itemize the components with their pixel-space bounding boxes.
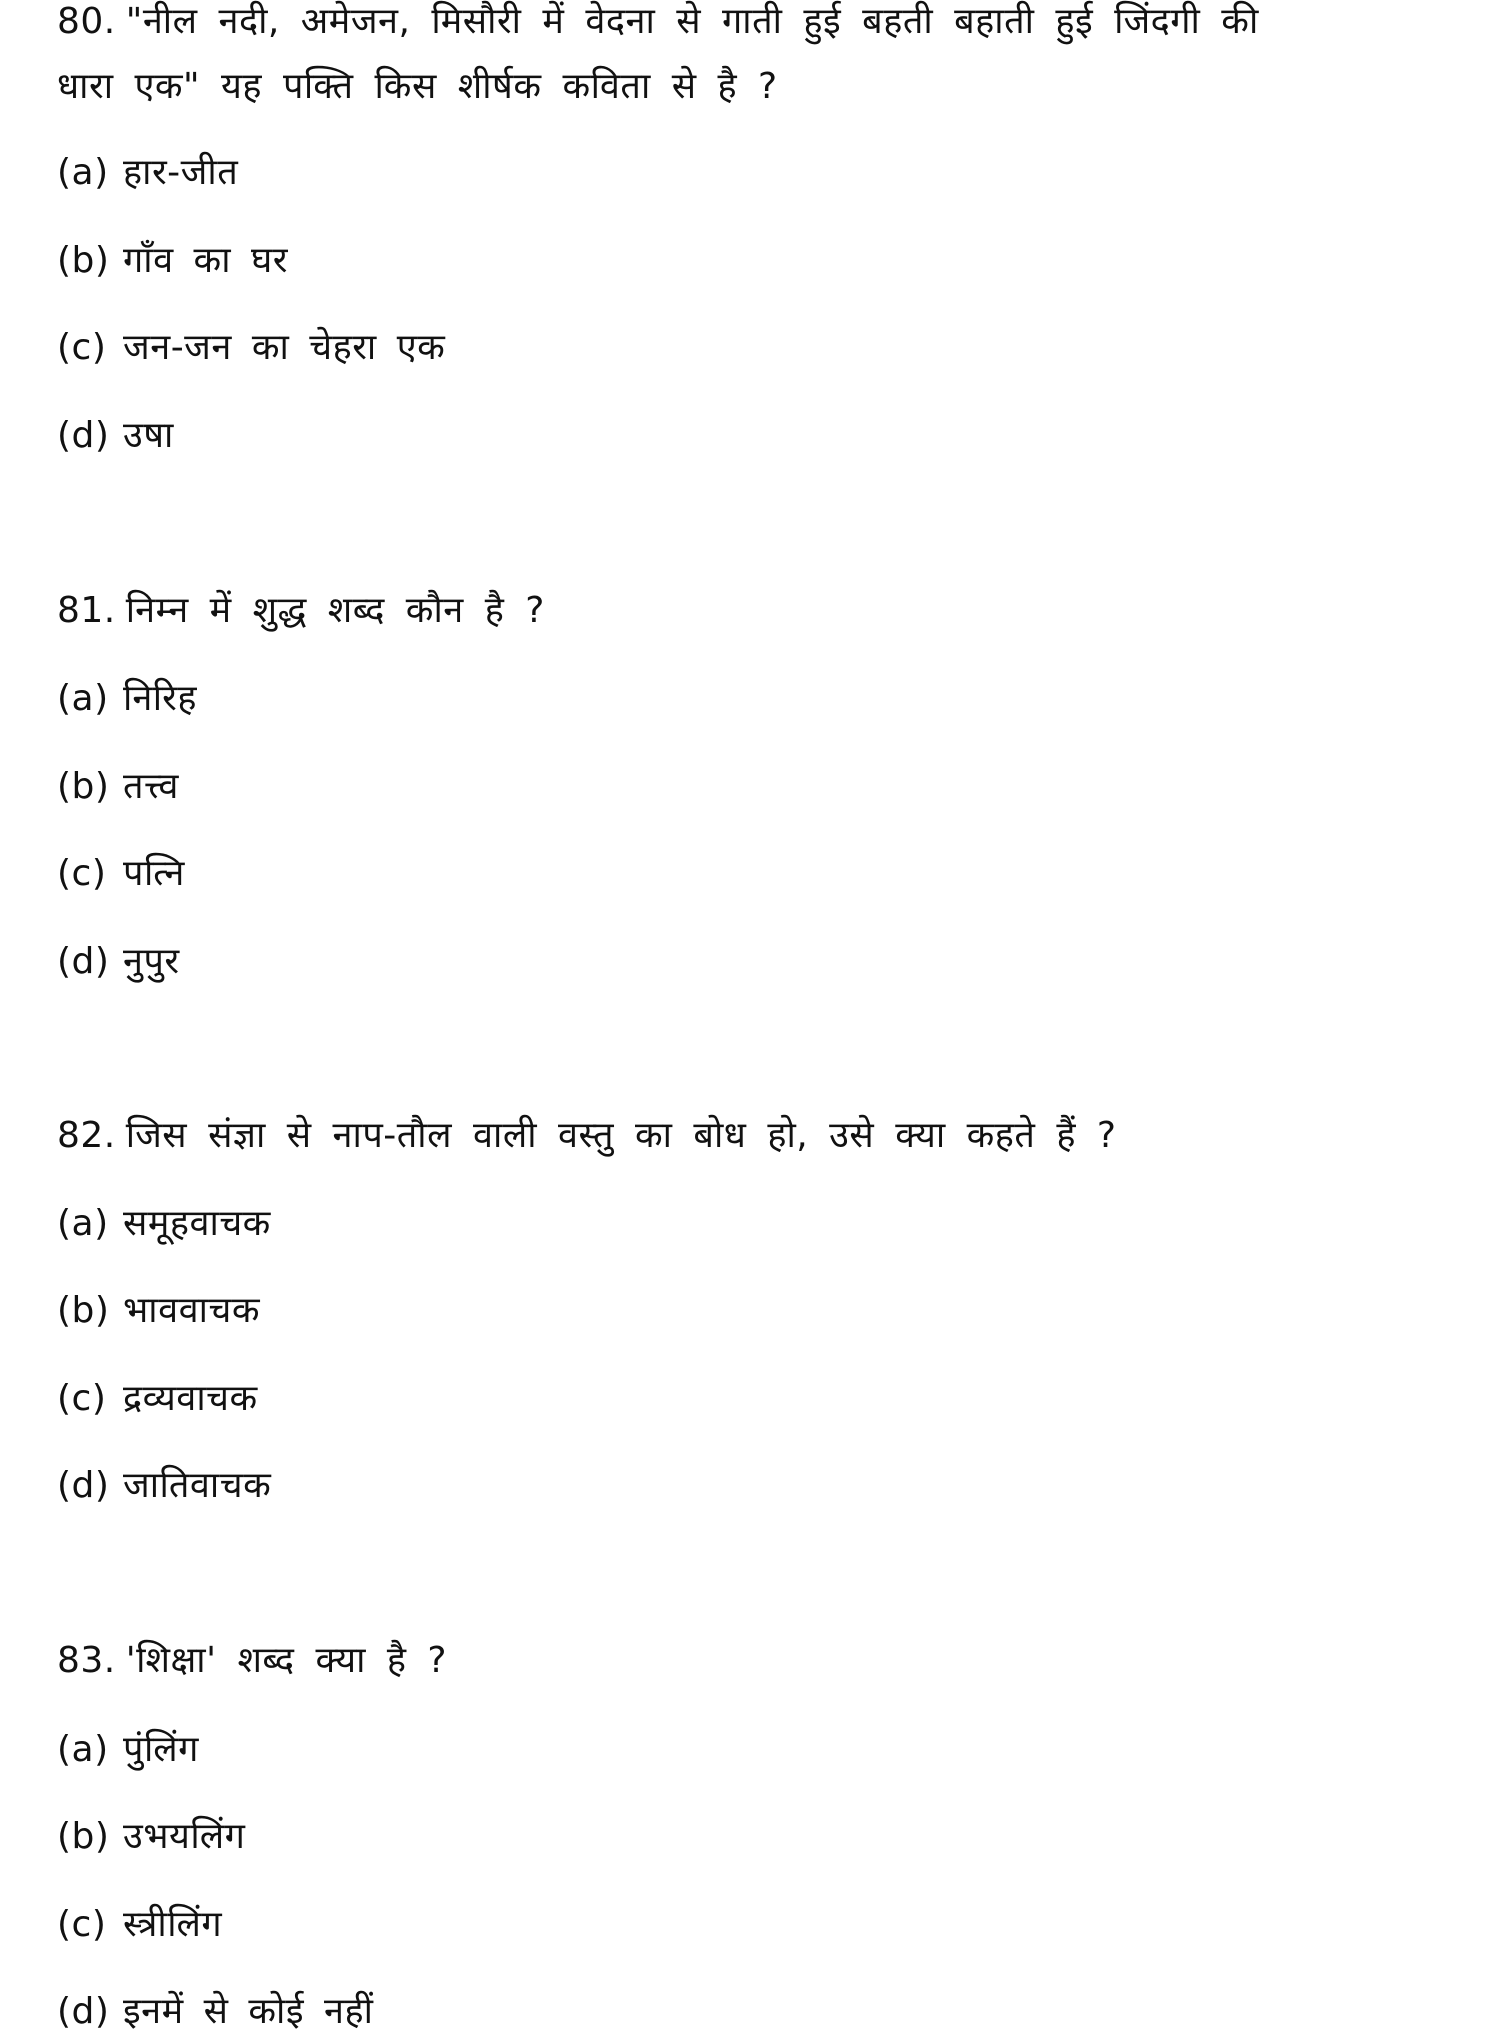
question-text-line	[57, 1639, 447, 1683]
option-label: (c)	[57, 327, 107, 368]
option-label: (d)	[57, 1465, 110, 1506]
option-text: हार-जीत	[123, 152, 239, 193]
option-d	[57, 414, 174, 458]
option-text: उभयलिंग	[123, 1816, 246, 1857]
question-text: जिस संज्ञा से नाप-तौल वाली वस्तु का बोध हो, उसे क्या कहते हैं ?	[125, 1115, 1117, 1156]
option-text: गाँव का घर	[123, 240, 288, 281]
option-label: (a)	[57, 1203, 109, 1244]
option-b	[57, 239, 288, 283]
option-label: (a)	[57, 678, 109, 719]
option-text: भाववाचक	[123, 1290, 260, 1331]
question-text-line	[57, 589, 545, 633]
option-c	[57, 1903, 222, 1947]
option-label: (c)	[57, 1378, 107, 1419]
option-text: नुपुर	[123, 941, 180, 982]
question-text-line: धारा एक" यह पक्ति किस शीर्षक कविता से है ?	[57, 66, 778, 107]
option-label: (b)	[57, 240, 110, 281]
question-text-line	[57, 1114, 1117, 1158]
question-number: 82.	[57, 1115, 116, 1156]
option-a	[57, 1202, 271, 1246]
question-text: निम्न में शुद्ध शब्द कौन है ?	[125, 590, 545, 631]
option-label: (b)	[57, 1816, 110, 1857]
option-label: (d)	[57, 415, 110, 456]
question-number: 83.	[57, 1640, 116, 1681]
option-text: जातिवाचक	[123, 1465, 272, 1506]
option-text: उषा	[123, 415, 174, 456]
option-text: निरिह	[123, 678, 197, 719]
option-a	[57, 677, 197, 721]
option-text: स्त्रीलिंग	[123, 1904, 223, 1945]
option-text: जन-जन का चेहरा एक	[123, 327, 446, 368]
option-label: (a)	[57, 152, 109, 193]
option-text: समूहवाचक	[123, 1203, 271, 1244]
option-d	[57, 940, 180, 984]
question-text: "नील नदी, अमेजन, मिसौरी में वेदना से गाती हुई बहती बहाती हुई जिंदगी की	[125, 1, 1259, 42]
option-a	[57, 1728, 199, 1772]
question-number: 80.	[57, 1, 116, 42]
option-label: (c)	[57, 1904, 107, 1945]
question-number: 81.	[57, 590, 116, 631]
question-text-line	[57, 0, 1259, 44]
option-c	[57, 852, 185, 896]
option-b	[57, 765, 179, 809]
question-text: 'शिक्षा' शब्द क्या है ?	[125, 1640, 448, 1681]
option-label: (a)	[57, 1729, 109, 1770]
option-text: तत्त्व	[123, 766, 179, 807]
option-c	[57, 1377, 258, 1421]
option-b	[57, 1289, 260, 1333]
option-c	[57, 326, 445, 370]
option-d	[57, 1464, 271, 1508]
option-text: पुंलिंग	[123, 1729, 199, 1770]
option-label: (b)	[57, 1290, 110, 1331]
option-a	[57, 151, 238, 195]
option-b	[57, 1815, 245, 1859]
option-d	[57, 1990, 373, 2034]
option-label: (d)	[57, 941, 110, 982]
option-text: पत्नि	[123, 853, 185, 894]
option-text: इनमें से कोई नहीं	[123, 1991, 374, 2032]
option-label: (c)	[57, 853, 107, 894]
option-text: द्रव्यवाचक	[123, 1378, 258, 1419]
option-label: (d)	[57, 1991, 110, 2032]
option-label: (b)	[57, 766, 110, 807]
